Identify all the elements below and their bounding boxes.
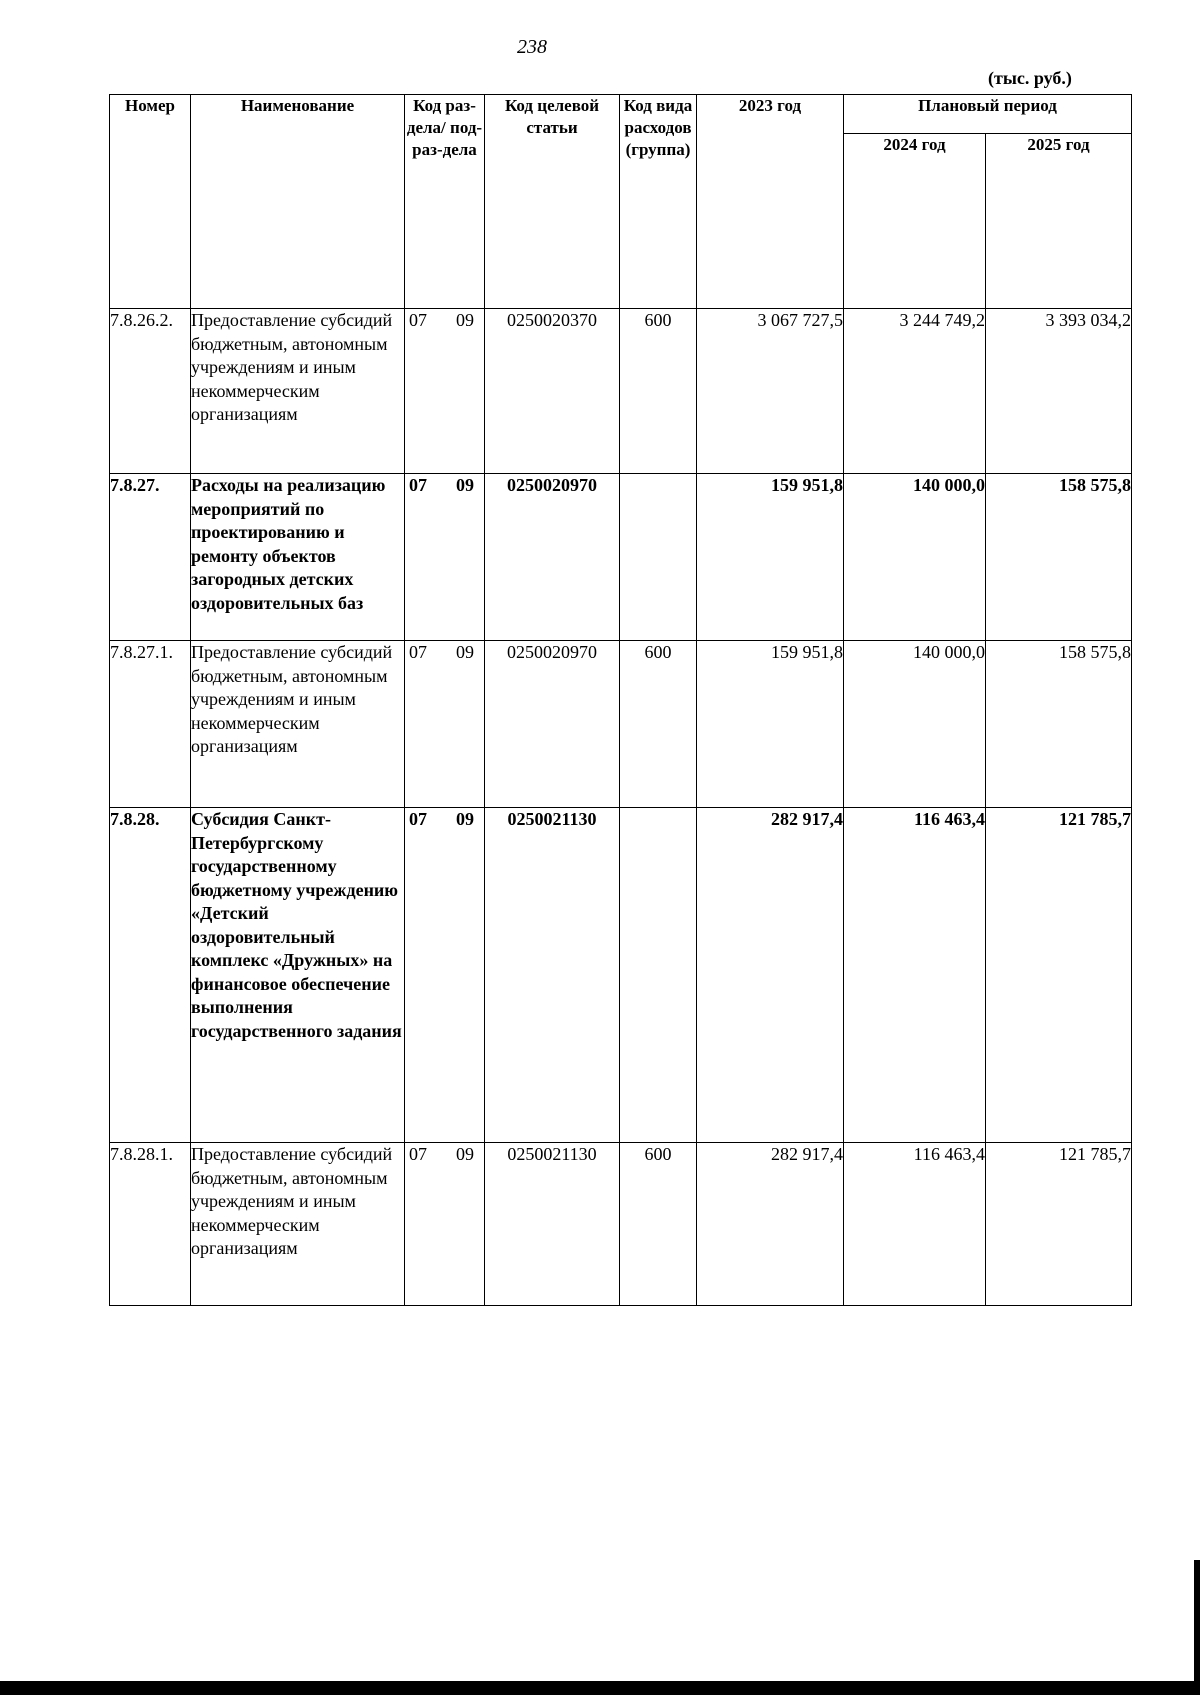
subsection-code: 09 <box>456 310 474 330</box>
row-value-2023: 159 951,8 <box>697 641 844 808</box>
row-section-code <box>405 808 485 1143</box>
row-target-code: 0250020970 <box>485 474 620 641</box>
section-code: 07 <box>409 310 427 330</box>
row-number: 7.8.28.1. <box>110 1143 191 1306</box>
row-section-code <box>405 309 485 474</box>
row-value-2024: 116 463,4 <box>844 808 986 1143</box>
row-value-2025: 158 575,8 <box>986 641 1132 808</box>
header-name: Наименование <box>191 95 405 309</box>
row-value-2024: 140 000,0 <box>844 641 986 808</box>
row-name: Субсидия Санкт-Петербургскому государственному бюджетному учреждению «Детский оздоровительный комплекс «Дружных» на финансовое обеспечение выполнения государственного задания <box>191 808 405 1143</box>
row-number: 7.8.27.1. <box>110 641 191 808</box>
header-target-code: Код целевой статьи <box>485 95 620 309</box>
row-value-2025: 158 575,8 <box>986 474 1132 641</box>
row-value-2025: 121 785,7 <box>986 808 1132 1143</box>
budget-table <box>109 94 1132 1306</box>
row-name: Предоставление субсидий бюджетным, автономным учреждениям и иным некоммерческим организациям <box>191 309 405 474</box>
row-target-code: 0250020370 <box>485 309 620 474</box>
subsection-code: 09 <box>456 642 474 662</box>
row-number: 7.8.28. <box>110 808 191 1143</box>
row-value-2024: 140 000,0 <box>844 474 986 641</box>
subsection-code: 09 <box>456 809 474 829</box>
header-planned-period: Плановый период <box>844 95 1132 134</box>
page-number: 238 <box>517 36 547 58</box>
header-number: Номер <box>110 95 191 309</box>
row-section-code <box>405 474 485 641</box>
table-row <box>110 474 1132 641</box>
row-value-2025: 121 785,7 <box>986 1143 1132 1306</box>
row-value-2023: 159 951,8 <box>697 474 844 641</box>
table-row <box>110 808 1132 1143</box>
row-expense-kind: 600 <box>620 641 697 808</box>
row-name: Предоставление субсидий бюджетным, автономным учреждениям и иным некоммерческим организациям <box>191 641 405 808</box>
header-section-code: Код раз-дела/ под-раз-дела <box>405 95 485 309</box>
table-row <box>110 1143 1132 1306</box>
row-name: Расходы на реализацию мероприятий по проектированию и ремонту объектов загородных детских оздоровительных баз <box>191 474 405 641</box>
row-value-2024: 3 244 749,2 <box>844 309 986 474</box>
row-value-2024: 116 463,4 <box>844 1143 986 1306</box>
units-label: (тыс. руб.) <box>988 68 1072 88</box>
row-section-code <box>405 1143 485 1306</box>
row-target-code: 0250020970 <box>485 641 620 808</box>
table-row <box>110 309 1132 474</box>
row-target-code: 0250021130 <box>485 1143 620 1306</box>
section-code: 07 <box>409 642 427 662</box>
row-value-2023: 3 067 727,5 <box>697 309 844 474</box>
header-year-2023: 2023 год <box>697 95 844 309</box>
row-name: Предоставление субсидий бюджетным, автономным учреждениям и иным некоммерческим организациям <box>191 1143 405 1306</box>
table-row <box>110 641 1132 808</box>
row-expense-kind <box>620 474 697 641</box>
row-expense-kind: 600 <box>620 1143 697 1306</box>
header-expense-kind-code: Код вида расходов (группа) <box>620 95 697 309</box>
section-code: 07 <box>409 475 427 495</box>
subsection-code: 09 <box>456 1144 474 1164</box>
row-target-code: 0250021130 <box>485 808 620 1143</box>
row-expense-kind <box>620 808 697 1143</box>
row-value-2025: 3 393 034,2 <box>986 309 1132 474</box>
row-value-2023: 282 917,4 <box>697 808 844 1143</box>
section-code: 07 <box>409 809 427 829</box>
row-number: 7.8.27. <box>110 474 191 641</box>
section-code: 07 <box>409 1144 427 1164</box>
row-expense-kind: 600 <box>620 309 697 474</box>
header-year-2025: 2025 год <box>986 134 1132 309</box>
subsection-code: 09 <box>456 475 474 495</box>
scan-bottom-edge <box>0 1681 1200 1695</box>
scan-edge-shadow <box>1194 1560 1200 1695</box>
header-year-2024: 2024 год <box>844 134 986 309</box>
row-value-2023: 282 917,4 <box>697 1143 844 1306</box>
row-number: 7.8.26.2. <box>110 309 191 474</box>
row-section-code <box>405 641 485 808</box>
